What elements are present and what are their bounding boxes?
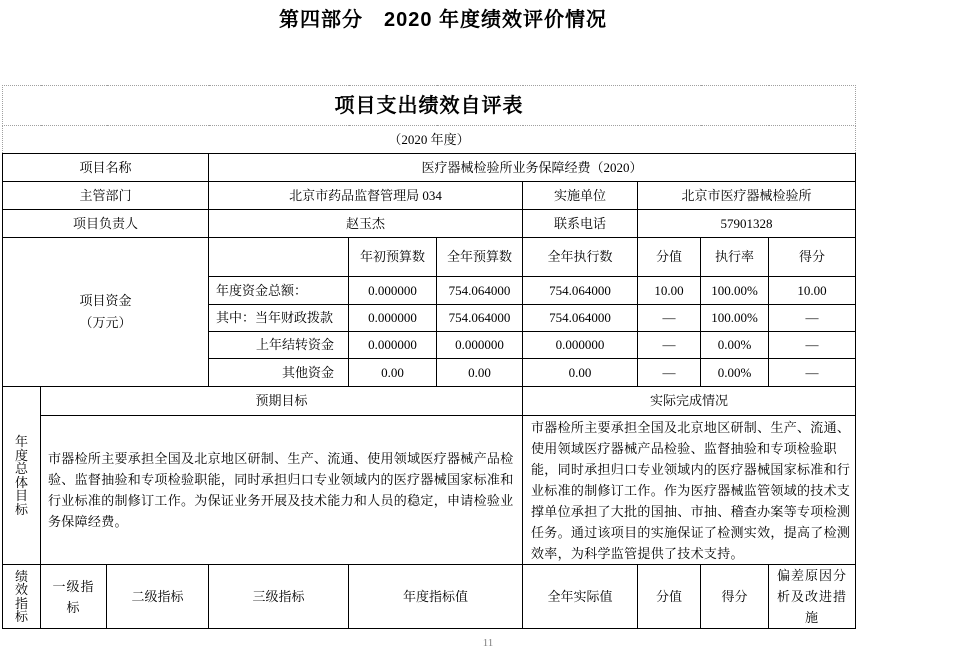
funds-cell: 100.00% xyxy=(701,305,769,332)
funds-cell: 0.000000 xyxy=(349,305,437,332)
funds-header-annual-budget: 全年预算数 xyxy=(437,238,523,277)
actual-completion-line: 使用领域医疗器械产品检验、监督抽验和专项检验职 xyxy=(531,440,837,456)
funds-cell: 0.000000 xyxy=(349,277,437,305)
funds-cell: 0.000000 xyxy=(437,332,523,359)
phone-value: 57901328 xyxy=(638,210,856,238)
funds-cell: 10.00 xyxy=(638,277,701,305)
funds-header-execution-rate: 执行率 xyxy=(701,238,769,277)
funds-header-initial-budget: 年初预算数 xyxy=(349,238,437,277)
funds-cell: — xyxy=(638,305,701,332)
table-title-row xyxy=(3,86,856,126)
expected-goal-line: 市器检所主要承担全国及北京地区研制、生产、流通、使用领域医疗器械产品检 xyxy=(48,451,514,466)
funds-row-label: 上年结转资金 xyxy=(209,332,349,359)
funds-cell: 0.000000 xyxy=(523,332,638,359)
project-name-value: 医疗器械检验所业务保障经费（2020） xyxy=(209,154,856,182)
funds-cell: 754.064000 xyxy=(437,305,523,332)
expected-goal-cell xyxy=(41,416,523,565)
funds-header-blank xyxy=(209,238,349,277)
phone-label: 联系电话 xyxy=(523,210,638,238)
actual-completion-line: 能，同时承担归口专业领域内的医疗器械国家标准和行 xyxy=(531,461,851,477)
indicators-header-row xyxy=(3,565,856,629)
expected-goal-line: 行业标准的制修订工作。为保证业务开展及技术能力和人员的稳定，申请检验业 xyxy=(48,493,514,508)
annual-target-value-header: 年度指标值 xyxy=(349,565,523,629)
actual-completion-line: 市器检所主要承担全国及北京地区研制、生产、流通、 xyxy=(531,419,851,435)
goals-content-row xyxy=(3,416,856,565)
table-title: 项目支出绩效自评表 xyxy=(3,86,856,126)
funds-cell: — xyxy=(638,359,701,387)
funds-cell: 10.00 xyxy=(769,277,856,305)
indicator-score-header: 得分 xyxy=(701,565,769,629)
project-funds-unit: （万元） xyxy=(79,315,132,330)
actual-completion-cell xyxy=(523,416,856,565)
indicator-level2-header: 二级指标 xyxy=(107,565,209,629)
department-label: 主管部门 xyxy=(3,182,209,210)
goals-header-row xyxy=(3,387,856,416)
department-value: 北京市药品监督管理局 034 xyxy=(209,182,523,210)
funds-row-label: 其他资金 xyxy=(209,359,349,387)
funds-row-label: 年度资金总额： xyxy=(209,277,349,305)
expected-goal-line: 务保障经费。 xyxy=(48,514,128,529)
performance-indicators-label: 绩效指标 xyxy=(14,568,28,624)
funds-cell: — xyxy=(638,332,701,359)
annual-goal-label: 年度总体目标 xyxy=(14,434,28,517)
funds-header-score-value: 分值 xyxy=(638,238,701,277)
expected-goal-line: 验、监督抽验和专项检验职能，同时承担归口专业领域内的医疗器械国家标准和 xyxy=(48,472,514,487)
funds-row-label: 其中：当年财政拨款 xyxy=(209,305,349,332)
department-row xyxy=(3,182,856,210)
annual-goal-label-cell xyxy=(3,387,41,565)
table-year: （2020 年度） xyxy=(3,126,856,154)
page-header: 第四部分 2020 年度绩效评价情况 xyxy=(278,9,608,31)
annual-actual-value-header: 全年实际值 xyxy=(523,565,638,629)
actual-completion-header: 实际完成情况 xyxy=(523,387,856,416)
actual-completion-line: 任务。通过该项目的实施保证了检测实效，提高了检测 xyxy=(531,524,851,540)
funds-cell: 0.00 xyxy=(523,359,638,387)
funds-header-score: 得分 xyxy=(769,238,856,277)
funds-header-annual-execution: 全年执行数 xyxy=(523,238,638,277)
indicator-level1-header: 一级指标 xyxy=(52,578,95,615)
indicator-score-value-header: 分值 xyxy=(638,565,701,629)
manager-value: 赵玉杰 xyxy=(209,210,523,238)
funds-cell: 754.064000 xyxy=(437,277,523,305)
indicator-level3-header: 三级指标 xyxy=(209,565,349,629)
funds-cell: — xyxy=(769,332,856,359)
funds-cell: 754.064000 xyxy=(523,277,638,305)
executing-unit-label: 实施单位 xyxy=(523,182,638,210)
indicator-level1-header-cell xyxy=(41,565,107,629)
project-name-label: 项目名称 xyxy=(3,154,209,182)
funds-cell: 0.000000 xyxy=(349,332,437,359)
funds-cell: 754.064000 xyxy=(523,305,638,332)
manager-label: 项目负责人 xyxy=(3,210,209,238)
project-funds-label-cell xyxy=(3,238,209,387)
project-funds-label: 项目资金 xyxy=(79,293,132,308)
funds-cell: — xyxy=(769,305,856,332)
page-number: 11 xyxy=(482,637,494,649)
funds-cell: 0.00% xyxy=(701,359,769,387)
funds-cell: — xyxy=(769,359,856,387)
manager-row xyxy=(3,210,856,238)
funds-cell: 100.00% xyxy=(701,277,769,305)
funds-header-row xyxy=(3,238,856,277)
table-year-row xyxy=(3,126,856,154)
funds-cell: 0.00 xyxy=(437,359,523,387)
actual-completion-line: 撑单位承担了大批的国抽、市抽、稽查办案等专项检测 xyxy=(531,503,851,519)
expected-goal-text xyxy=(41,448,522,532)
deviation-analysis-header-cell xyxy=(769,565,856,629)
funds-cell: 0.00% xyxy=(701,332,769,359)
actual-completion-line: 业标准的制修订工作。作为医疗器械监管领域的技术支 xyxy=(531,482,851,498)
deviation-analysis-header: 偏差原因分析及改进措施 xyxy=(776,568,847,625)
performance-indicators-label-cell xyxy=(3,565,41,629)
actual-completion-line: 效率，为科学监管提供了技术支持。 xyxy=(531,545,744,561)
actual-completion-text xyxy=(523,417,855,564)
self-evaluation-table xyxy=(2,85,856,629)
project-name-row xyxy=(3,154,856,182)
funds-cell: 0.00 xyxy=(349,359,437,387)
executing-unit-value: 北京市医疗器械检验所 xyxy=(638,182,856,210)
expected-goal-header: 预期目标 xyxy=(41,387,523,416)
